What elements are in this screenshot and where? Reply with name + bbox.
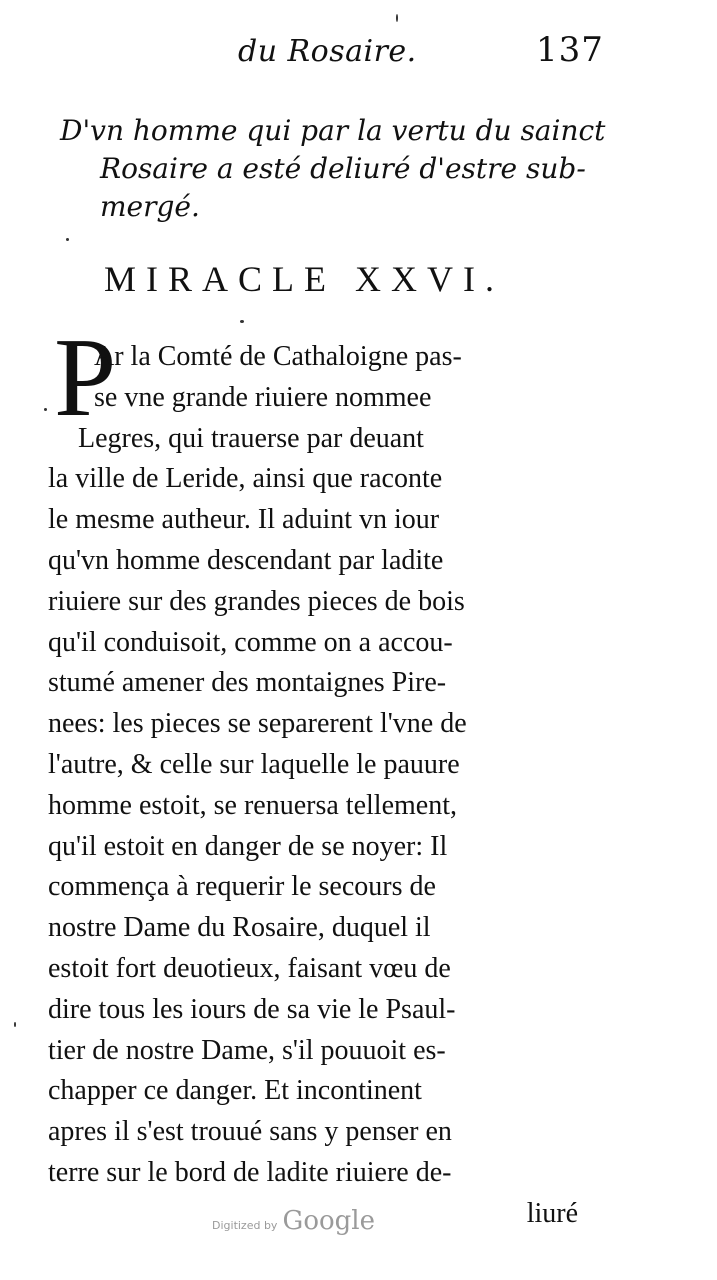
body-line: homme estoit, se renuersa tellement, xyxy=(48,789,457,821)
body-line: tier de nostre Dame, s'il pouuoit es- xyxy=(48,1034,446,1066)
drop-cap: P xyxy=(54,316,117,440)
body-line: l'autre, & celle sur laquelle le pauure xyxy=(48,748,460,780)
scan-speck xyxy=(396,14,398,22)
body-text xyxy=(48,337,608,1235)
scan-speck xyxy=(66,238,69,241)
body-line: apres il s'est trouué sans y penser en xyxy=(48,1116,452,1148)
chapter-title-line: Rosaire a esté deliuré d'estre sub- xyxy=(100,152,586,185)
miracle-heading: MIRACLE XXVI. xyxy=(104,259,504,299)
page-number: 137 xyxy=(536,30,604,70)
watermark-prefix: Digitized by xyxy=(212,1219,278,1232)
body-line: Legres, qui trauerse par deuant xyxy=(78,422,424,454)
body-line: la ville de Leride, ainsi que raconte xyxy=(48,463,443,495)
running-head: du Rosaire. xyxy=(238,34,417,69)
body-line: nostre Dame du Rosaire, duquel il xyxy=(48,912,431,944)
body-line: qu'il conduisoit, comme on a accou- xyxy=(48,626,453,658)
body-line-catchword: liuré xyxy=(526,1197,578,1229)
body-line: se vne grande riuiere nommee xyxy=(94,381,432,413)
body-line: qu'il estoit en danger de se noyer: Il xyxy=(48,830,448,862)
body-line: chapper ce danger. Et incontinent xyxy=(48,1075,422,1107)
digitized-watermark xyxy=(212,1206,375,1236)
body-line: riuiere sur des grandes pieces de bois xyxy=(48,585,465,617)
body-line: le mesme autheur. Il aduint vn iour xyxy=(48,504,440,536)
scan-speck xyxy=(240,320,244,323)
scan-speck xyxy=(44,408,47,411)
watermark-brand: Google xyxy=(282,1206,375,1236)
chapter-title xyxy=(60,112,620,226)
body-line: estoit fort deuotieux, faisant vœu de xyxy=(48,952,451,984)
chapter-title-line: D'vn homme qui par la vertu du sainct xyxy=(60,114,606,147)
body-line: dire tous les iours de sa vie le Psaul- xyxy=(48,993,456,1025)
body-line: stumé amener des montaignes Pire- xyxy=(48,667,447,699)
body-line: Ar la Comté de Cathaloigne pas- xyxy=(94,341,462,372)
body-line: qu'vn homme descendant par ladite xyxy=(48,544,444,576)
chapter-title-line: mergé. xyxy=(100,190,200,223)
body-line: terre sur le bord de ladite riuiere de- xyxy=(48,1156,452,1188)
body-line: nees: les pieces se separerent l'vne de xyxy=(48,708,467,740)
scan-speck xyxy=(14,1022,16,1027)
body-line: commença à requerir le secours de xyxy=(48,871,436,903)
